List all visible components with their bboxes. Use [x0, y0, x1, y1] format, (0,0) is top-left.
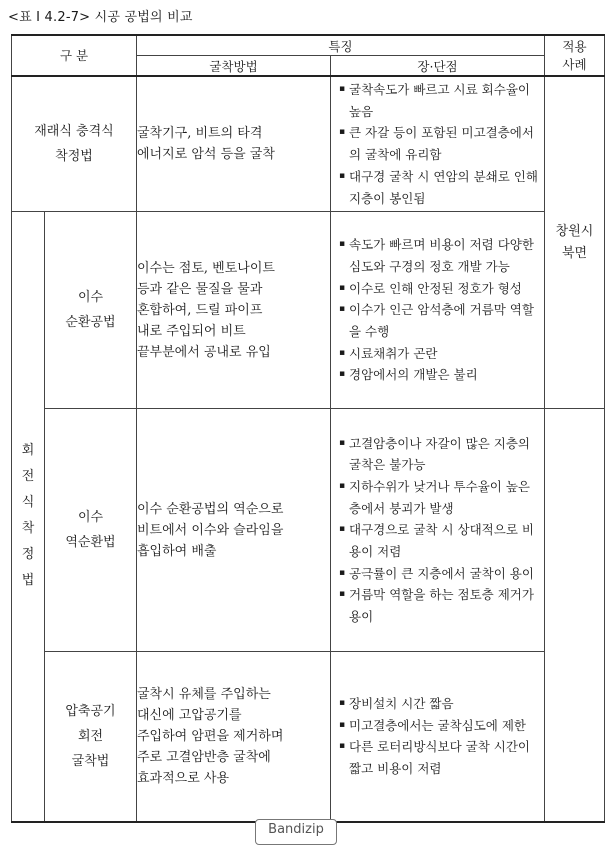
case-cell: 창원시 북면: [545, 76, 605, 409]
header-case: 적용 사례: [545, 35, 605, 76]
method-description: 굴착기구, 비트의 타격 에너지로 암석 등을 굴착: [137, 76, 331, 212]
feature-item: ▪ 거름막 역할을 하는 점토층 제거가 용이: [339, 584, 538, 627]
feature-item: ▪ 대구경 굴착 시 연암의 분쇄로 인해 지층이 봉인됨: [339, 166, 538, 209]
header-division: 구 분: [12, 35, 137, 76]
rotary-group-label: 회 전 식 착 정 법: [12, 212, 45, 822]
method-name: 이수 역순환법: [45, 409, 137, 652]
bandizip-badge[interactable]: Bandizip: [255, 819, 337, 845]
method-description: 굴착시 유체를 주입하는 대신에 고압공기를 주입하여 암편을 제거하며 주로 고결암반층 굴착에 효과적으로 사용: [137, 652, 331, 822]
feature-item: ▪ 미고결층에서는 굴착심도에 제한: [339, 715, 538, 737]
feature-item: ▪ 지하수위가 낮거나 투수율이 높은 층에서 붕괴가 발생: [339, 476, 538, 519]
header-features: 특징: [137, 35, 545, 56]
method-name: 이수 순환공법: [45, 212, 137, 409]
method-description: 이수 순환공법의 역순으로 비트에서 이수와 슬라임을 흡입하여 배출: [137, 409, 331, 652]
method-name: 재래식 충격식 착정법: [12, 76, 137, 212]
feature-item: ▪ 이수로 인해 안정된 정호가 형성: [339, 278, 538, 300]
comparison-table: [11, 34, 605, 823]
feature-item: ▪ 공극률이 큰 지층에서 굴착이 용이: [339, 563, 538, 585]
feature-item: ▪ 다른 로터리방식보다 굴착 시간이 짧고 비용이 저렴: [339, 736, 538, 779]
feature-item: ▪ 대구경으로 굴착 시 상대적으로 비용이 저렴: [339, 519, 538, 562]
case-cell-empty: [545, 409, 605, 822]
feature-item: ▪ 큰 자갈 등이 포함된 미고결층에서의 굴착에 유리함: [339, 122, 538, 165]
feature-item: ▪ 경암에서의 개발은 불리: [339, 364, 538, 386]
table-row: [12, 652, 605, 822]
feature-item: ▪ 이수가 인근 암석층에 거름막 역할을 수행: [339, 299, 538, 342]
feature-item: ▪ 굴착속도가 빠르고 시료 회수율이 높음: [339, 79, 538, 122]
method-description: 이수는 점토, 벤토나이트 등과 같은 물질을 물과 혼합하여, 드릴 파이프 내로 주입되어 비트 끝부분에서 공내로 유입: [137, 212, 331, 409]
header-proscons: 장·단점: [331, 56, 545, 77]
feature-item: ▪ 속도가 빠르며 비용이 저렴 다양한 심도와 구경의 정호 개발 가능: [339, 234, 538, 277]
features-cell: [331, 409, 545, 652]
features-cell: [331, 76, 545, 212]
table-row: [12, 409, 605, 652]
feature-item: ▪ 장비설치 시간 짧음: [339, 693, 538, 715]
method-name: 압축공기 회전 굴착법: [45, 652, 137, 822]
features-cell: [331, 652, 545, 822]
table-row: [12, 212, 605, 409]
header-method: 굴착방법: [137, 56, 331, 77]
table-row: [12, 76, 605, 212]
features-cell: [331, 212, 545, 409]
feature-item: ▪ 시료채취가 곤란: [339, 343, 538, 365]
table-caption: <표 Ⅰ 4.2-7> 시공 공법의 비교: [8, 10, 193, 25]
feature-item: ▪ 고결암층이나 자갈이 많은 지층의 굴착은 불가능: [339, 433, 538, 476]
